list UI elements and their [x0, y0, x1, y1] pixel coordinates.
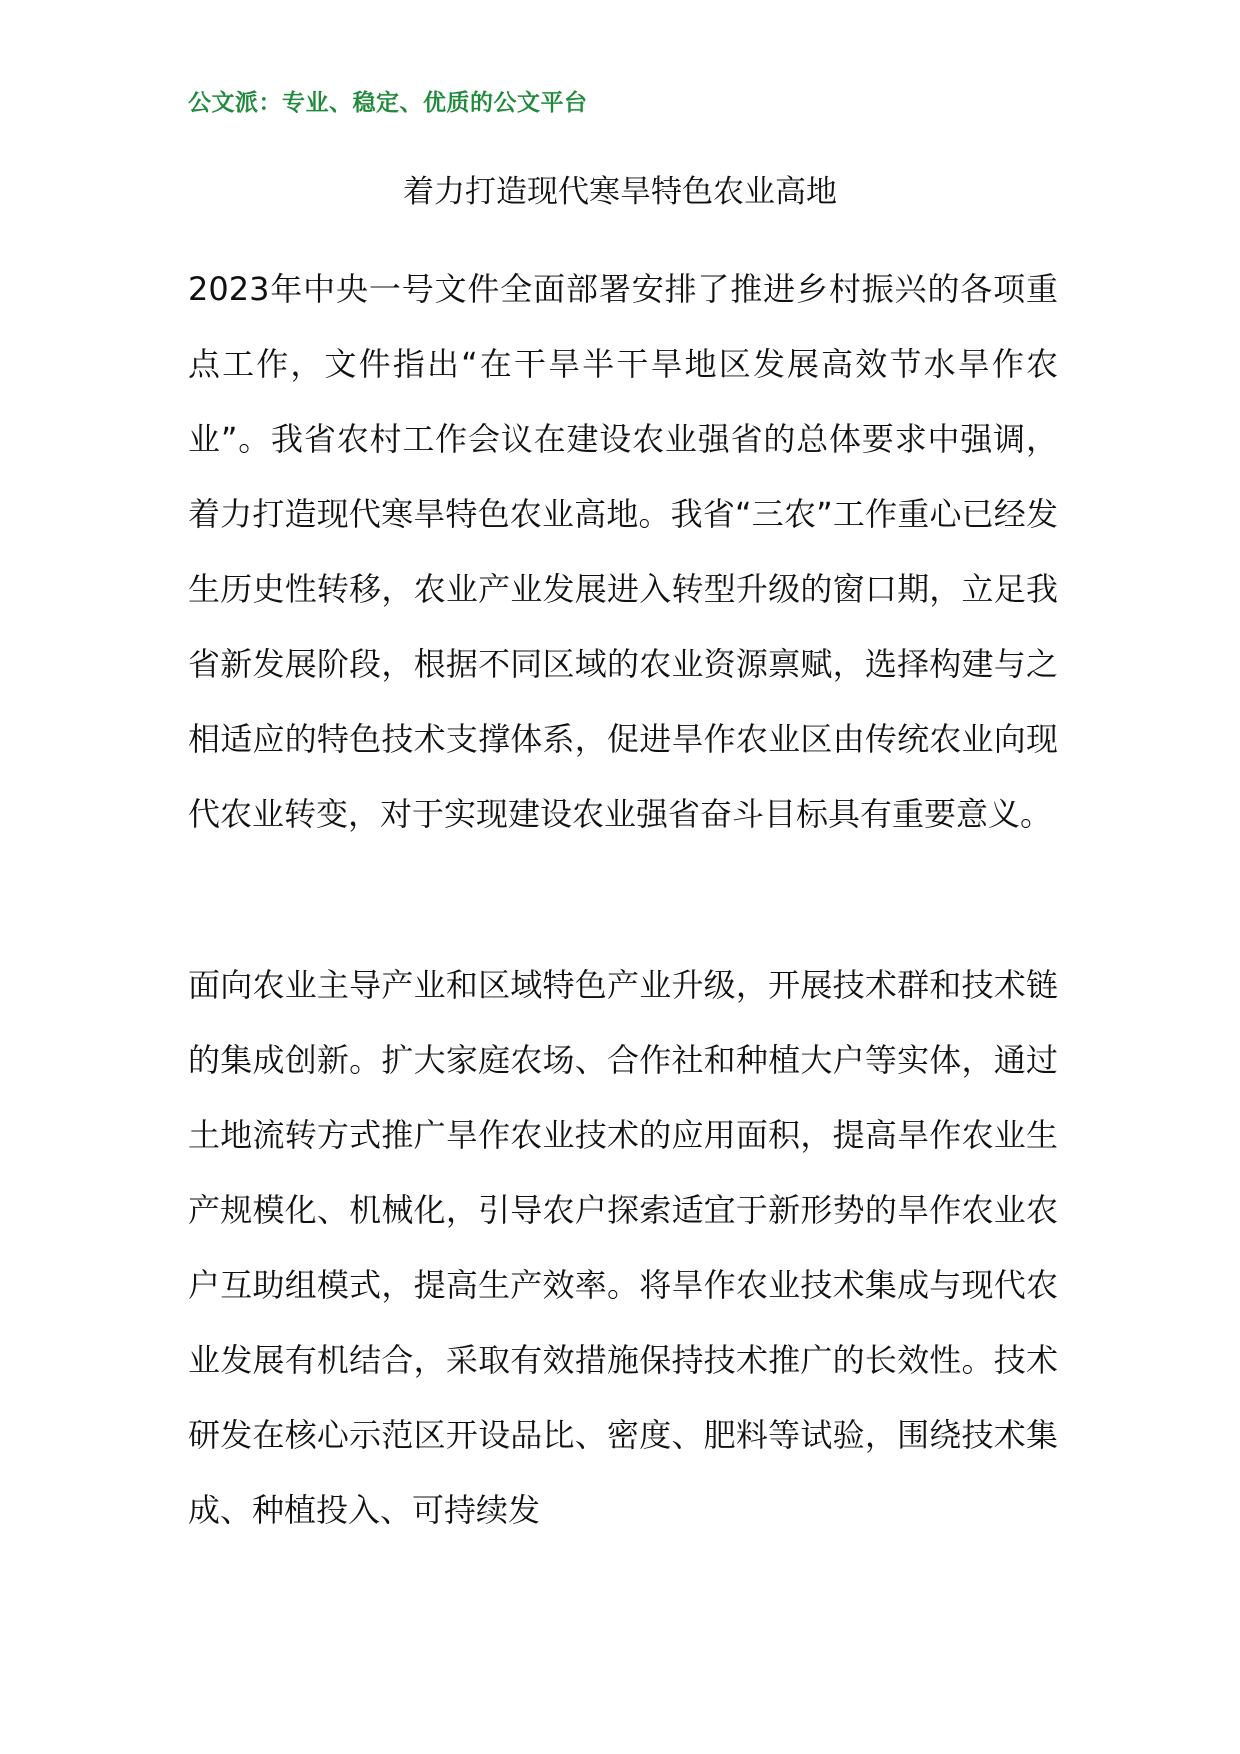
- body-paragraph: 面向农业主导产业和区域特色产业升级，开展技术群和技术链的集成创新。扩大家庭农场、合作社和种植大户等实体，通过土地流转方式推广旱作农业技术的应用面积，提高旱作农业生产规模化、机械化，引导农户探索适宜于新形势的旱作农业农户互助组模式，提高生产效率。将旱作农业技术集成与现代农业发展有机结合，采取有效措施保持技术推广的长效性。技术研发在核心示范区开设品比、密度、肥料等试验，围绕技术集成、种植投入、可持续发: [188, 966, 1058, 1529]
- document-title: 着力打造现代寒旱特色农业高地: [403, 174, 837, 210]
- site-banner: 公文派：专业、稳定、优质的公文平台: [188, 90, 588, 116]
- body-paragraph: 2023年中央一号文件全面部署安排了推进乡村振兴的各项重点工作，文件指出“在干旱半干旱地区发展高效节水旱作农业”。我省农村工作会议在建设农业强省的总体要求中强调，着力打造现代寒旱特色农业高地。我省“三农”工作重心已经发生历史性转移，农业产业发展进入转型升级的窗口期，立足我省新发展阶段，根据不同区域的农业资源禀赋，选择构建与之相适应的特色技术支撑体系，促进旱作农业区由传统农业向现代农业转变，对于实现建设农业强省奋斗目标具有重要意义。: [188, 270, 1058, 833]
